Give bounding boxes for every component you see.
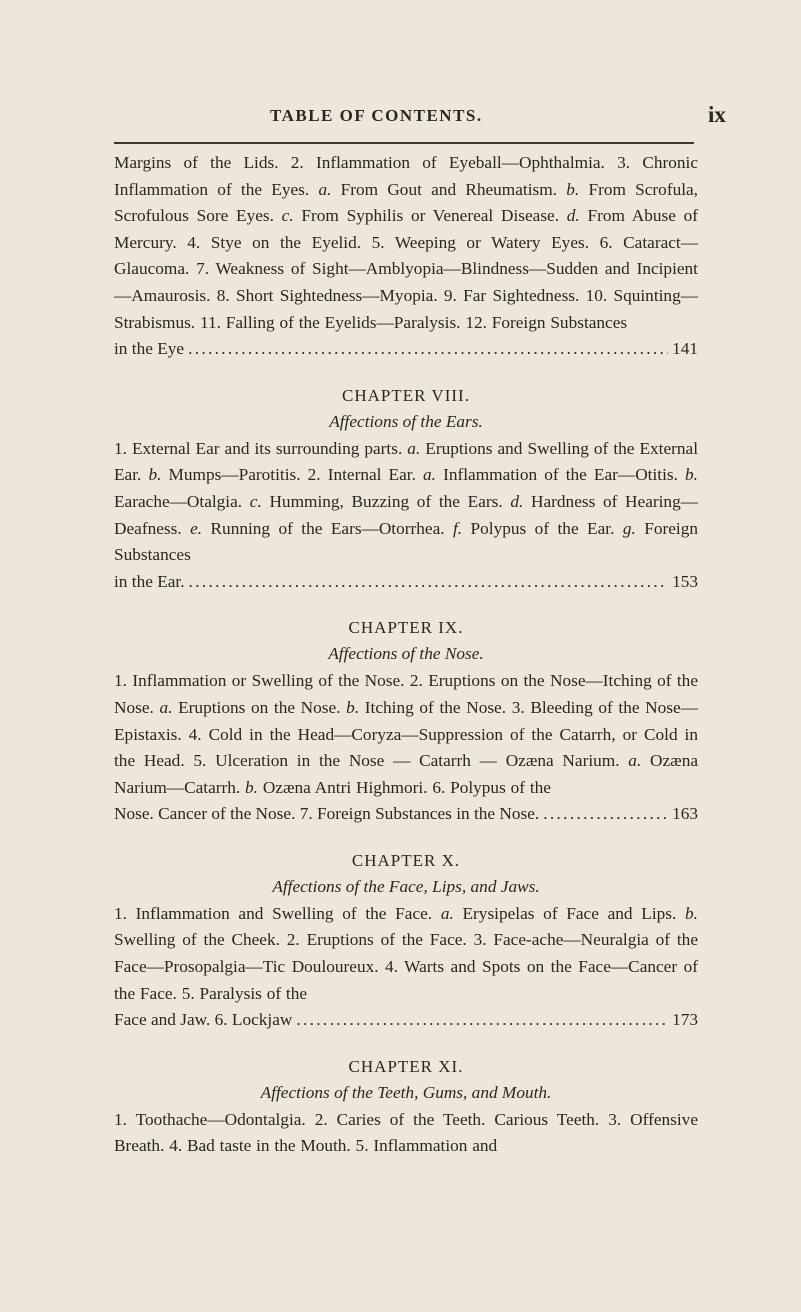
contents-body xyxy=(114,150,698,1160)
entry-last-text: in the Eye xyxy=(114,339,185,359)
entry-page-ref: 141 xyxy=(672,339,698,359)
chapter-subtitle: Affections of the Ears. xyxy=(329,411,483,431)
entry-text: 1. Inflammation or Swelling of the Nose. 2. Eruptions on the Nose—Itching of the Nose. a. Eruptions on the Nose. b. Itching of the Nose. 3. Bleeding of the Nose—Epistaxis. 4. Cold in the Head—Coryza—Suppression of the Catarrh, or Cold in the Head. 5. Ulceration in the Nose — Catarrh — Ozæna Narium. a. Ozæna Narium—Catarrh. b. Ozæna Antri Highmori. 6. Polypus of the xyxy=(114,671,698,797)
header-rule xyxy=(114,142,694,144)
contents-entry xyxy=(114,150,698,363)
entry-text: 1. Inflammation and Swelling of the Face. a. Erysipelas of Face and Lips. b. Swelling of the Cheek. 2. Eruptions of the Face. 3. Face-ache—Neuralgia of the Face—Prosopalgia—Tic Douloureux. 4. Warts and Spots on the Face—Cancer of the Face. 5. Paralysis of the xyxy=(114,903,698,1003)
entry-last-line xyxy=(114,569,698,596)
leader-dots xyxy=(188,336,668,363)
entry-last-line xyxy=(114,336,698,363)
leader-dots xyxy=(543,801,668,828)
entry-page-ref: 173 xyxy=(672,1010,698,1030)
running-head xyxy=(100,102,726,136)
entry-page-ref: 163 xyxy=(672,804,698,824)
entry-last-line xyxy=(114,801,698,828)
chapter-block xyxy=(114,384,698,596)
page-number: ix xyxy=(708,102,726,127)
leader-dots xyxy=(189,569,669,596)
chapter-block xyxy=(114,616,698,828)
entry-page-ref: 153 xyxy=(672,571,698,591)
entry-last-text: Face and Jaw. 6. Lockjaw xyxy=(114,1010,293,1030)
entry-last-text: Nose. Cancer of the Nose. 7. Foreign Substances in the Nose. xyxy=(114,804,540,824)
chapter-heading: CHAPTER X. xyxy=(351,850,461,870)
running-title: TABLE OF CONTENTS. xyxy=(270,106,483,125)
chapter-subtitle: Affections of the Teeth, Gums, and Mouth. xyxy=(260,1082,552,1102)
chapter-subtitle: Affections of the Face, Lips, and Jaws. xyxy=(272,876,540,896)
entry-text: 1. External Ear and its surrounding parts. a. Eruptions and Swelling of the External Ear. b. Mumps—Parotitis. 2. Internal Ear. a. Inflammation of the Ear—Otitis. b. Earache—Otalgia. c. Humming, Buzzing of the Ears. d. Hardness of Hearing—Deafness. e. Running of the Ears—Otorrhea. f. Polypus of the Ear. g. Foreign Substances xyxy=(114,438,698,565)
entry-text: 1. Toothache—Odontalgia. 2. Caries of the Teeth. Carious Teeth. 3. Offensive Breath. 4. Bad taste in the Mouth. 5. Inflammation and xyxy=(114,1109,698,1156)
chapter-heading: CHAPTER XI. xyxy=(348,1056,464,1076)
leader-dots xyxy=(296,1007,668,1034)
entry-last-text: in the Ear. xyxy=(114,571,185,591)
chapter-heading: CHAPTER VIII. xyxy=(342,385,470,405)
entry-text: Margins of the Lids. 2. Inflammation of Eyeball—Ophthalmia. 3. Chronic Inflammation of the Eyes. a. From Gout and Rheumatism. b. From Scrofula, Scrofulous Sore Eyes. c. From Syphilis or Venereal Disease. d. From Abuse of Mercury. 4. Stye on the Eyelid. 5. Weeping or Watery Eyes. 6. Cataract—Glaucoma. 7. Weakness of Sight—Amblyopia—Blindness—Sudden and Incipient—Amaurosis. 8. Short Sightedness—Myopia. 9. Far Sightedness. 10. Squinting—Strabismus. 11. Falling of the Eyelids—Paralysis. 12. Foreign Substances xyxy=(114,153,699,332)
chapter-block xyxy=(114,1055,698,1160)
chapter-subtitle: Affections of the Nose. xyxy=(328,644,484,664)
chapter-heading: CHAPTER IX. xyxy=(348,618,464,638)
chapter-block xyxy=(114,849,698,1034)
entry-last-line xyxy=(114,1007,698,1034)
